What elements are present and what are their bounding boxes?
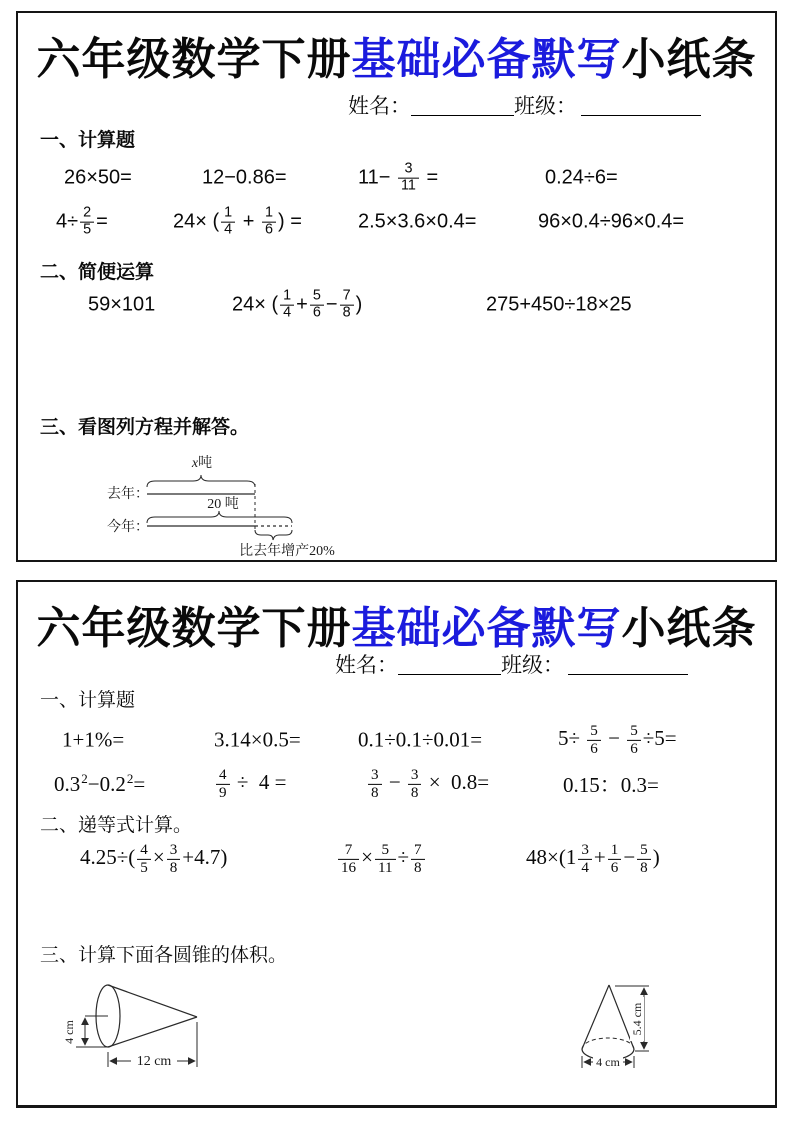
- math-expression: 1+1%=: [62, 727, 125, 752]
- section-heading-calculation: 一、计算题: [40, 130, 136, 151]
- fraction: $\frac{2}{5}$: [80, 206, 94, 239]
- radius-dimension-label: 4 cm: [62, 1020, 76, 1044]
- worksheet-panel-1: [16, 11, 777, 562]
- class-label: 班级：: [501, 653, 564, 677]
- math-expression: 11− $\frac{3}{11}$ =: [358, 160, 439, 194]
- name-label: 姓名：: [335, 653, 398, 677]
- title-part-black-right: 小纸条: [621, 35, 757, 84]
- math-expression: 24× ( $\frac{1}{4}$ + $\frac{5}{6}$ − $\frac{7}{8}$ ): [232, 287, 363, 321]
- fraction: $\frac{7}{8}$: [411, 842, 425, 876]
- underbrace-increase: [255, 530, 292, 540]
- math-expression: 24× ( $\frac{1}{4}$ + $\frac{1}{6}$ ) =: [173, 204, 302, 238]
- title-part-blue: 基础必备默写: [351, 604, 622, 653]
- math-expression: 4.25÷( $\frac{4}{5}$ × $\frac{3}{8}$ +4.7): [80, 841, 228, 876]
- increase-label: 比去年增产20%: [239, 544, 335, 559]
- class-label: 班级：: [514, 94, 577, 118]
- title-part-black-left: 六年级数学下册: [36, 604, 352, 653]
- math-row: [18, 200, 775, 244]
- worksheet-panel-2: [16, 580, 777, 1108]
- fraction: $\frac{4}{9}$: [216, 767, 230, 801]
- math-row: [18, 157, 775, 199]
- fraction: $\frac{3}{4}$: [578, 842, 592, 876]
- fraction: $\frac{1}{6}$: [262, 206, 276, 239]
- math-expression: $\frac{7}{16}$ × $\frac{5}{11}$ ÷ $\frac{7}{8}$: [336, 842, 427, 876]
- fraction: $\frac{1}{4}$: [221, 206, 235, 239]
- math-expression: 275+450÷18×25: [486, 293, 632, 316]
- superscript: 2: [126, 771, 134, 786]
- math-expression: 26×50=: [64, 166, 132, 189]
- fraction: $\frac{3}{8}$: [167, 842, 181, 876]
- diagram-x-tons-label: x吨: [191, 456, 213, 471]
- math-expression: 0.1÷0.1÷0.01=: [358, 727, 483, 752]
- name-blank-line: [411, 93, 514, 116]
- fraction: $\frac{5}{6}$: [587, 723, 601, 757]
- math-row: [18, 279, 775, 331]
- this-year-label: 今年：: [107, 520, 149, 535]
- page-title: [18, 23, 775, 87]
- fraction: $\frac{5}{8}$: [637, 842, 651, 876]
- last-year-label: 去年：: [107, 487, 149, 502]
- name-class-row: [335, 649, 688, 679]
- section-heading-stepwise: 二、递等式计算。: [40, 815, 193, 836]
- title-part-black-right: 小纸条: [621, 604, 757, 653]
- fraction: $\frac{1}{6}$: [608, 842, 622, 876]
- brace-over-this-year: [147, 511, 292, 523]
- superscript: 2: [81, 771, 88, 786]
- fraction: $\frac{3}{11}$: [398, 162, 419, 195]
- math-expression: 48×(1 $\frac{3}{4}$ + $\frac{1}{6}$ − $\frac{5}{8}$ ): [526, 841, 660, 876]
- math-expression: 2.5×3.6×0.4=: [358, 210, 477, 233]
- fraction: $\frac{5}{6}$: [627, 723, 641, 757]
- math-expression: 0.24÷6=: [545, 166, 618, 189]
- cone-side-upper: [108, 985, 197, 1017]
- fraction: $\frac{7}{8}$: [340, 289, 354, 322]
- cone-side-lower: [108, 1017, 197, 1047]
- math-expression: 96×0.4÷96×0.4=: [538, 210, 685, 233]
- math-expression: $0.3^2-0.2^2=$: [54, 771, 146, 796]
- section-heading-cone-volume: 三、计算下面各圆锥的体积。: [40, 945, 288, 966]
- fraction: $\frac{5}{11}$: [375, 842, 396, 876]
- math-expression: 0.15：0.3=: [563, 773, 659, 797]
- math-row: [18, 834, 775, 884]
- cone-figure-horizontal: [40, 974, 258, 1078]
- title-part-black-left: 六年级数学下册: [36, 35, 352, 84]
- fraction: $\frac{7}{16}$: [338, 842, 359, 876]
- name-class-row: [348, 90, 701, 120]
- fraction: $\frac{5}{6}$: [310, 289, 324, 322]
- bar-diagram-figure: [87, 449, 369, 563]
- math-expression: $\frac{3}{8}$ − $\frac{3}{8}$ × 0.8=: [366, 767, 489, 801]
- section-heading-equation: 三、看图列方程并解答。: [40, 417, 250, 438]
- page-title: [18, 592, 775, 656]
- section-heading-simplify: 二、简便运算: [40, 262, 155, 283]
- math-expression: 12−0.86=: [202, 166, 287, 189]
- twenty-tons-label: 20 吨: [207, 497, 239, 512]
- fraction: $\frac{4}{5}$: [137, 842, 151, 876]
- math-expression: 4÷ $\frac{2}{5}$ =: [56, 204, 108, 238]
- math-row: [18, 718, 775, 762]
- title-part-blue: 基础必备默写: [351, 35, 622, 84]
- math-row: [18, 762, 775, 806]
- brace-over-last-year: [147, 475, 255, 487]
- diameter-dimension-label: 4 cm: [596, 1055, 620, 1069]
- cone-figure-upright: [565, 964, 683, 1084]
- fraction: $\frac{3}{8}$: [368, 767, 382, 801]
- math-expression: 3.14×0.5=: [214, 727, 301, 752]
- math-expression: 5÷ $\frac{5}{6}$ − $\frac{5}{6}$ ÷5=: [558, 722, 677, 757]
- math-expression: $\frac{4}{9}$ ÷ 4 =: [214, 767, 286, 801]
- name-label: 姓名：: [348, 94, 411, 118]
- fraction: $\frac{3}{8}$: [408, 767, 422, 801]
- fraction: $\frac{1}{4}$: [280, 289, 294, 322]
- math-expression: 59×101: [88, 293, 156, 316]
- class-blank-line: [568, 652, 688, 675]
- height-dimension-label: 5.4 cm: [630, 1002, 644, 1036]
- class-blank-line: [581, 93, 701, 116]
- cone-base-back-arc-dashed: [582, 1038, 634, 1049]
- name-blank-line: [398, 652, 501, 675]
- section-heading-calculation: 一、计算题: [40, 690, 136, 711]
- length-dimension-label: 12 cm: [136, 1054, 172, 1069]
